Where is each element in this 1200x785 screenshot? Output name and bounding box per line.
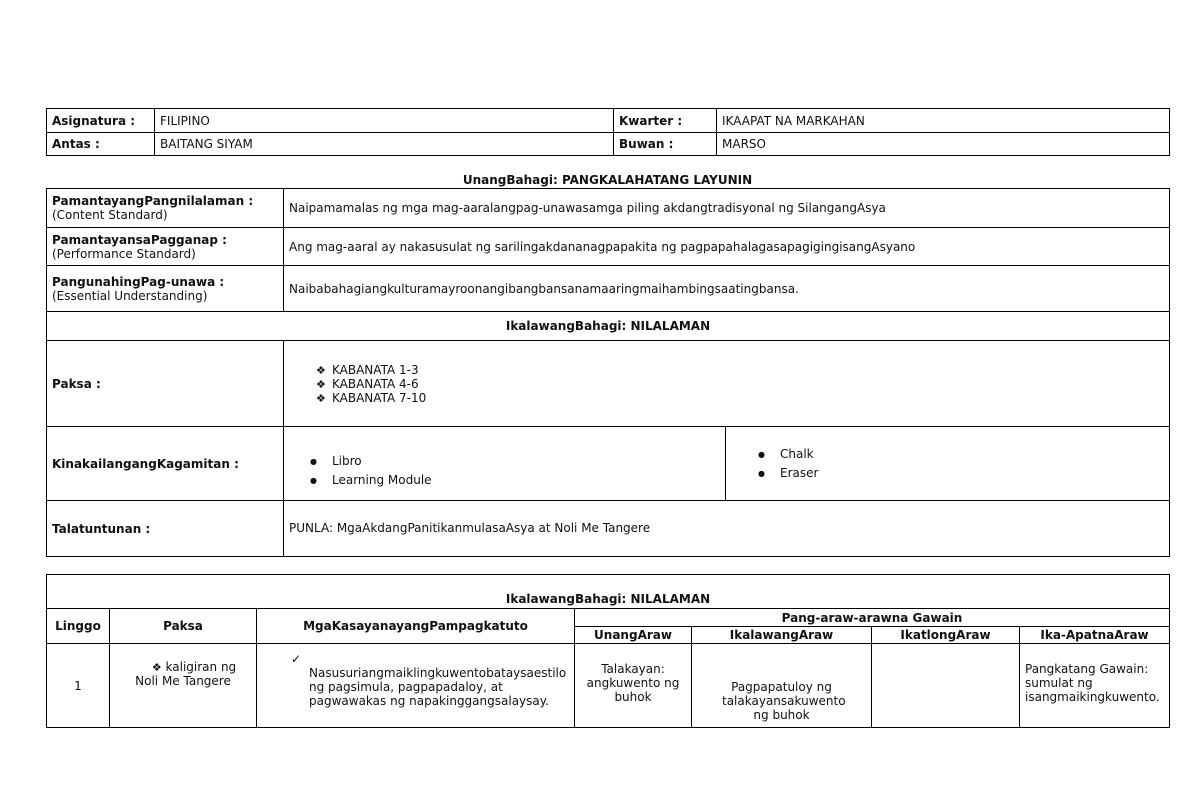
col-paksa: Paksa [110, 609, 257, 644]
layunin-table [46, 188, 1170, 557]
buwan-label: Buwan : [614, 133, 717, 156]
col-linggo: Linggo [47, 609, 110, 644]
content-standard-title: PamantayangPangnilalaman : [52, 194, 254, 208]
content-standard-value: Naipamamalas ng mga mag-aaralangpag-unawasamga piling akdangtradisyonal ng SilangangAsya [284, 189, 1170, 228]
col-gawain: Pang-araw-arawna Gawain [575, 609, 1170, 627]
performance-standard-title: PamantayansaPagganap : [52, 232, 227, 247]
essential-understanding-label [47, 266, 284, 312]
kwarter-label: Kwarter : [614, 109, 717, 133]
kwarter-value: IKAAPAT NA MARKAHAN [717, 109, 1170, 133]
performance-standard-label [47, 228, 284, 266]
buwan-value: MARSO [717, 133, 1170, 156]
paksa-list [316, 363, 1164, 405]
col-day-3: IkatlongAraw [872, 627, 1020, 644]
performance-standard-sub: (Performance Standard) [52, 246, 196, 261]
col-day-4: Ika-ApatnaAraw [1020, 627, 1170, 644]
talatuntunan-value: PUNLA: MgaAkdangPanitikanmulasaAsya at Noli Me Tangere [284, 501, 1170, 557]
kasanayan-list [309, 652, 566, 708]
performance-standard-value: Ang mag-aaral ay nakasusulat ng sarilingakdananagpapakita ng pagpapahalagasapagigingisangAsyano [284, 228, 1170, 266]
paksa-item: ❖ KABANATA 1-3 [316, 363, 1164, 377]
antas-value: BAITANG SIYAM [155, 133, 614, 156]
paksa-label: Paksa : [47, 341, 284, 427]
header-section [46, 108, 1169, 156]
kagamitan-left-list [310, 452, 720, 490]
paksa-value [284, 341, 1170, 427]
kagamitan-item: ● Eraser [758, 464, 1164, 483]
cell-day-1: Talakayan: angkuwento ng buhok [575, 644, 692, 728]
nilalaman-section [46, 574, 1169, 728]
talatuntunan-label: Talatuntunan : [47, 501, 284, 557]
diamond-icon: ❖ [151, 661, 162, 674]
part3-title: IkalawangBahagi: NILALAMAN [47, 575, 1170, 609]
paksa-item: ❖ KABANATA 4-6 [316, 377, 1164, 391]
cell-day-4: Pangkatang Gawain: sumulat ng isangmaikingkuwento. [1020, 644, 1170, 728]
kagamitan-item: ● Libro [310, 452, 720, 471]
cell-paksa [110, 644, 257, 728]
part2-title: IkalawangBahagi: NILALAMAN [47, 312, 1170, 341]
cell-linggo: 1 [47, 644, 110, 728]
cell-paksa-line1-text: kaligiran ng [165, 660, 237, 674]
essential-understanding-sub: (Essential Understanding) [52, 288, 208, 303]
cell-day-3 [872, 644, 1020, 728]
essential-understanding-value: Naibabahagiangkulturamayroonangibangbansanamaaringmaihambingsaatingbansa. [284, 266, 1170, 312]
col-kasanayan: MgaKasayanayangPampagkatuto [257, 609, 575, 644]
asignatura-label: Asignatura : [47, 109, 155, 133]
kagamitan-left [284, 427, 726, 501]
cell-paksa-line2: Noli Me Tangere [135, 674, 231, 688]
kagamitan-item: ● Chalk [758, 445, 1164, 464]
kagamitan-item: ● Learning Module [310, 471, 720, 490]
content-standard-label [47, 189, 284, 228]
essential-understanding-title: PangunahingPag-unawa : [52, 274, 225, 289]
nilalaman-table [46, 574, 1170, 728]
col-day-2: IkalawangAraw [692, 627, 872, 644]
asignatura-value: FILIPINO [155, 109, 614, 133]
cell-day-2: Pagpapatuloy ng talakayansakuwento ng buhok [692, 644, 872, 728]
kagamitan-right [726, 427, 1170, 501]
antas-label: Antas : [47, 133, 155, 156]
kagamitan-label: KinakailangangKagamitan : [47, 427, 284, 501]
kagamitan-right-list [758, 445, 1164, 483]
header-table [46, 108, 1170, 156]
cell-kasanayan [257, 644, 575, 728]
paksa-item: ❖ KABANATA 7-10 [316, 391, 1164, 405]
content-standard-sub: (Content Standard) [52, 208, 168, 222]
layunin-section [46, 188, 1169, 557]
part1-title: UnangBahagi: PANGKALAHATANG LAYUNIN [462, 173, 753, 187]
kasanayan-item: ✓ Nasusuriangmaiklingkuwentobataysaestilo ng pagsimula, pagpapadaloy, at pagwawakas ng napakinggangsalaysay. [309, 652, 566, 708]
cell-paksa-line1 [115, 660, 251, 674]
col-day-1: UnangAraw [575, 627, 692, 644]
